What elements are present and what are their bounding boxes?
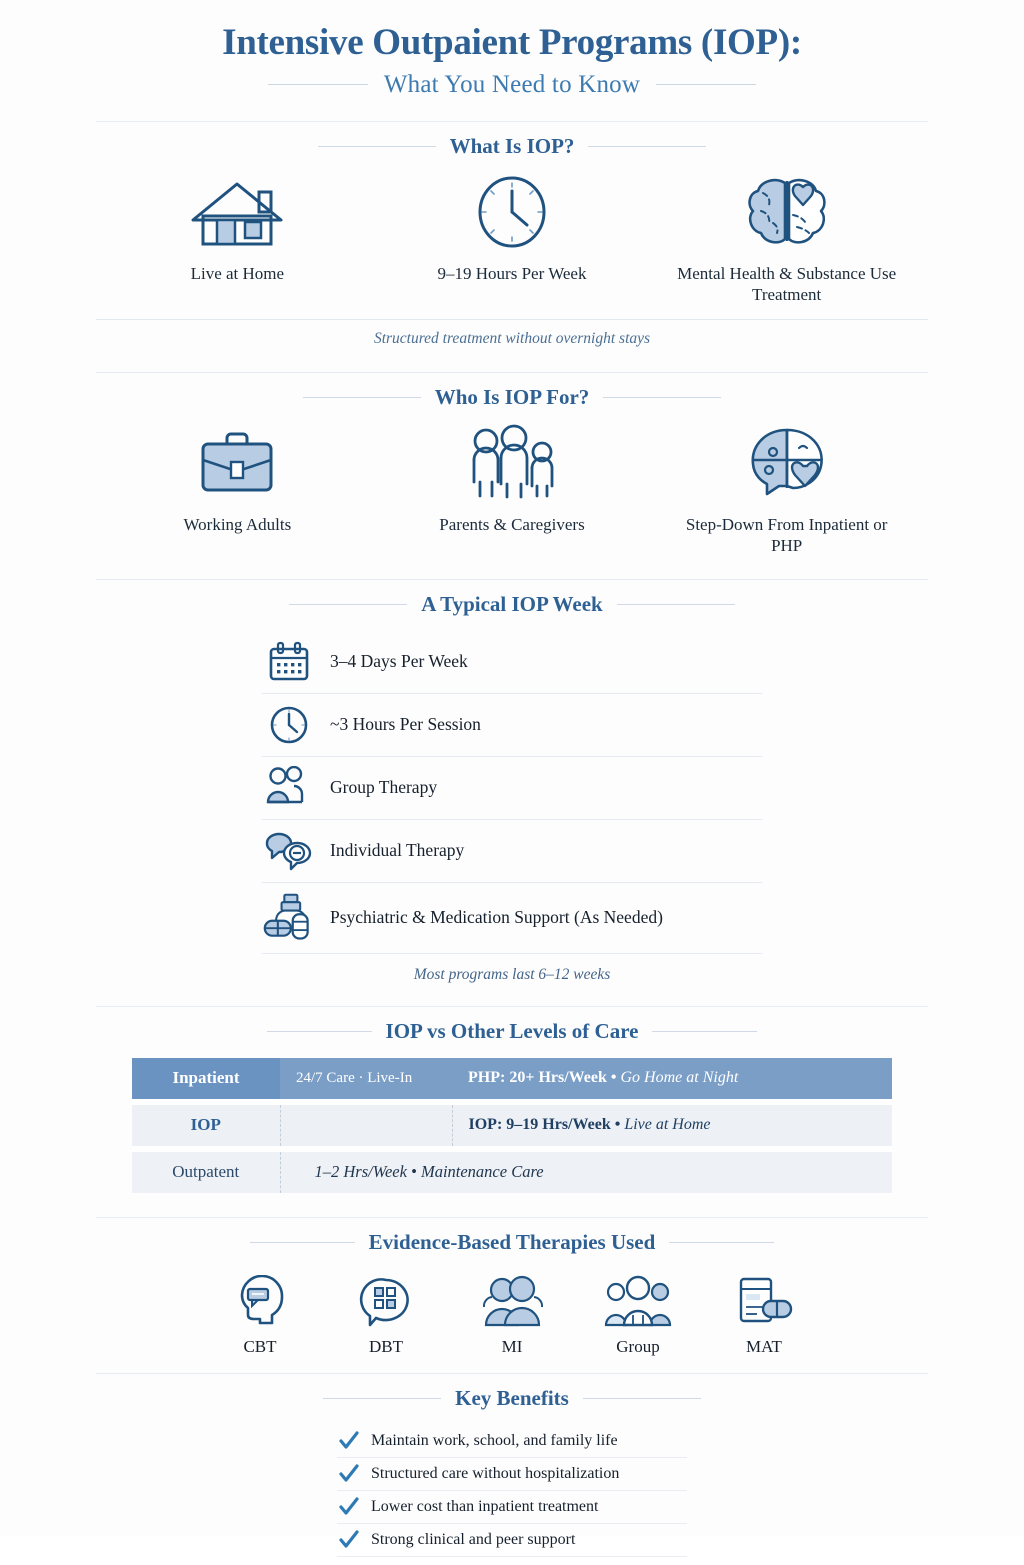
therapy-mat bbox=[718, 1271, 810, 1357]
section-title-who-is-iop-for: Who Is IOP For? bbox=[434, 385, 590, 410]
level-wide-cell bbox=[452, 1058, 892, 1099]
subtitle-rule-right bbox=[656, 84, 756, 85]
group-people-icon bbox=[262, 766, 316, 810]
week-row-text: Psychiatric & Medication Support (As Needed) bbox=[330, 907, 663, 928]
check-icon bbox=[337, 1463, 361, 1485]
speech-bubbles-icon bbox=[262, 829, 316, 873]
week-row bbox=[262, 883, 762, 954]
item-mental-health-substance bbox=[649, 173, 924, 306]
week-row-text: 3–4 Days Per Week bbox=[330, 651, 468, 672]
therapy-label: DBT bbox=[369, 1336, 403, 1356]
check-icon bbox=[337, 1430, 361, 1452]
section-what-is-iop bbox=[0, 122, 1024, 357]
level-label: Inpatient bbox=[132, 1058, 280, 1099]
benefit-text: Strong clinical and peer support bbox=[371, 1530, 576, 1548]
therapy-label: CBT bbox=[243, 1336, 277, 1356]
head-rule-left bbox=[250, 1242, 355, 1243]
level-wide-text bbox=[453, 1116, 893, 1134]
family-icon bbox=[456, 424, 568, 502]
head-rule-left bbox=[303, 397, 421, 398]
level-middle-cell bbox=[280, 1105, 452, 1146]
benefit-text: Structured care without hospitalization bbox=[371, 1464, 620, 1482]
head-rule-left bbox=[318, 146, 436, 147]
item-working-adults bbox=[100, 424, 375, 535]
subtitle-rule-left bbox=[268, 84, 368, 85]
clock-icon bbox=[473, 173, 551, 251]
item-hours-per-week bbox=[375, 173, 650, 284]
head-rule-left bbox=[267, 1031, 372, 1032]
head-rule-right bbox=[669, 1242, 774, 1243]
head-rule-right bbox=[583, 1398, 701, 1399]
therapy-label: MAT bbox=[746, 1336, 782, 1356]
section-head-levels-of-care bbox=[0, 1019, 1024, 1044]
therapy-label: Group bbox=[616, 1336, 660, 1356]
three-people-icon bbox=[603, 1271, 673, 1329]
typical-week-list bbox=[262, 631, 762, 954]
bubble-grid-icon bbox=[358, 1271, 414, 1329]
level-wide-cell bbox=[452, 1105, 892, 1146]
therapy-mi bbox=[466, 1271, 558, 1357]
php-bold: PHP: 20+ Hrs/Week • bbox=[468, 1069, 621, 1087]
week-row-text: Individual Therapy bbox=[330, 840, 465, 861]
item-live-at-home bbox=[100, 173, 375, 284]
table-row bbox=[132, 1105, 892, 1146]
benefit-row bbox=[337, 1524, 687, 1557]
level-middle-cell bbox=[280, 1058, 452, 1099]
who-is-iop-for-items bbox=[0, 424, 1024, 557]
therapies-list bbox=[0, 1269, 1024, 1357]
benefit-row bbox=[337, 1458, 687, 1491]
section-title-typical-week: A Typical IOP Week bbox=[421, 591, 603, 616]
item-step-down bbox=[649, 424, 924, 557]
therapy-label: MI bbox=[501, 1336, 523, 1356]
item-parents-caregivers bbox=[375, 424, 650, 535]
head-rule-left bbox=[323, 1398, 441, 1399]
medication-icon bbox=[262, 891, 316, 945]
level-label: Outpatent bbox=[132, 1152, 280, 1193]
section-title-levels-of-care: IOP vs Other Levels of Care bbox=[385, 1018, 639, 1043]
table-row bbox=[132, 1058, 892, 1099]
levels-of-care-table bbox=[132, 1058, 892, 1193]
benefit-row bbox=[337, 1425, 687, 1458]
check-icon bbox=[337, 1529, 361, 1551]
caption-typical-week: Most programs last 6–12 weeks bbox=[413, 965, 611, 983]
pill-card-icon bbox=[733, 1271, 795, 1329]
clock-icon bbox=[262, 703, 316, 747]
benefit-row bbox=[337, 1491, 687, 1524]
level-span-cell bbox=[280, 1152, 892, 1193]
section-title-key-benefits: Key Benefits bbox=[455, 1385, 569, 1410]
head-rule-left bbox=[289, 604, 407, 605]
briefcase-icon bbox=[193, 424, 281, 502]
item-label: Live at Home bbox=[190, 263, 285, 283]
section-head-typical-week bbox=[0, 592, 1024, 617]
house-icon bbox=[189, 173, 285, 251]
section-head-key-benefits bbox=[0, 1386, 1024, 1411]
calendar-icon bbox=[262, 640, 316, 684]
head-rule-right bbox=[588, 146, 706, 147]
item-label: Mental Health & Substance Use Treatment bbox=[677, 263, 897, 304]
puzzle-heart-head-icon bbox=[741, 424, 833, 502]
week-row bbox=[262, 757, 762, 820]
title-block bbox=[0, 0, 1024, 99]
week-row bbox=[262, 631, 762, 694]
section-head-who-is-iop-for bbox=[0, 385, 1024, 410]
level-wide-text bbox=[452, 1069, 892, 1087]
two-people-icon bbox=[480, 1271, 544, 1329]
therapy-group bbox=[592, 1271, 684, 1357]
subtitle-row bbox=[0, 71, 1024, 99]
item-label: 9–19 Hours Per Week bbox=[437, 263, 587, 283]
section-title-what-is-iop: What Is IOP? bbox=[449, 133, 575, 158]
week-row-text: ~3 Hours Per Session bbox=[330, 714, 481, 735]
iop-italic: Live at Home bbox=[624, 1116, 711, 1134]
level-span-text: 1–2 Hrs/Week • Maintenance Care bbox=[314, 1162, 544, 1182]
level-middle-text: 24/7 Care · Live-In bbox=[296, 1069, 413, 1086]
benefit-text: Lower cost than inpatient treatment bbox=[371, 1497, 599, 1515]
head-rule-right bbox=[603, 397, 721, 398]
week-row bbox=[262, 820, 762, 883]
iop-bold: IOP: 9–19 Hrs/Week • bbox=[468, 1116, 625, 1134]
section-title-therapies: Evidence-Based Therapies Used bbox=[368, 1229, 656, 1254]
caption-what-is-iop: Structured treatment without overnight stays bbox=[373, 330, 651, 348]
section-levels-of-care bbox=[0, 1007, 1024, 1201]
item-label: Working Adults bbox=[183, 515, 292, 535]
head-rule-right bbox=[617, 604, 735, 605]
week-row bbox=[262, 694, 762, 757]
key-benefits-list bbox=[337, 1425, 687, 1557]
caption-rule-what-is-iop bbox=[96, 319, 928, 320]
section-head-what-is-iop bbox=[0, 134, 1024, 159]
head-thought-icon bbox=[232, 1271, 288, 1329]
benefit-text: Maintain work, school, and family life bbox=[371, 1431, 618, 1449]
php-italic: Go Home at Night bbox=[620, 1069, 739, 1087]
table-row bbox=[132, 1152, 892, 1193]
therapy-dbt bbox=[340, 1271, 432, 1357]
what-is-iop-items bbox=[0, 173, 1024, 306]
therapy-cbt bbox=[214, 1271, 306, 1357]
item-label: Step-Down From Inpatient or PHP bbox=[685, 515, 888, 556]
head-rule-right bbox=[652, 1031, 757, 1032]
page-title: Intensive Outpaient Programs (IOP): bbox=[222, 22, 802, 63]
brain-heart-icon bbox=[741, 173, 833, 251]
week-row-text: Group Therapy bbox=[330, 777, 438, 798]
section-who-is-iop-for bbox=[0, 373, 1024, 565]
item-label: Parents & Caregivers bbox=[439, 515, 585, 535]
section-typical-week bbox=[0, 580, 1024, 992]
check-icon bbox=[337, 1496, 361, 1518]
level-label: IOP bbox=[132, 1105, 280, 1146]
page-subtitle: What You Need to Know bbox=[383, 70, 641, 98]
section-therapies bbox=[0, 1218, 1024, 1365]
section-head-therapies bbox=[0, 1230, 1024, 1255]
